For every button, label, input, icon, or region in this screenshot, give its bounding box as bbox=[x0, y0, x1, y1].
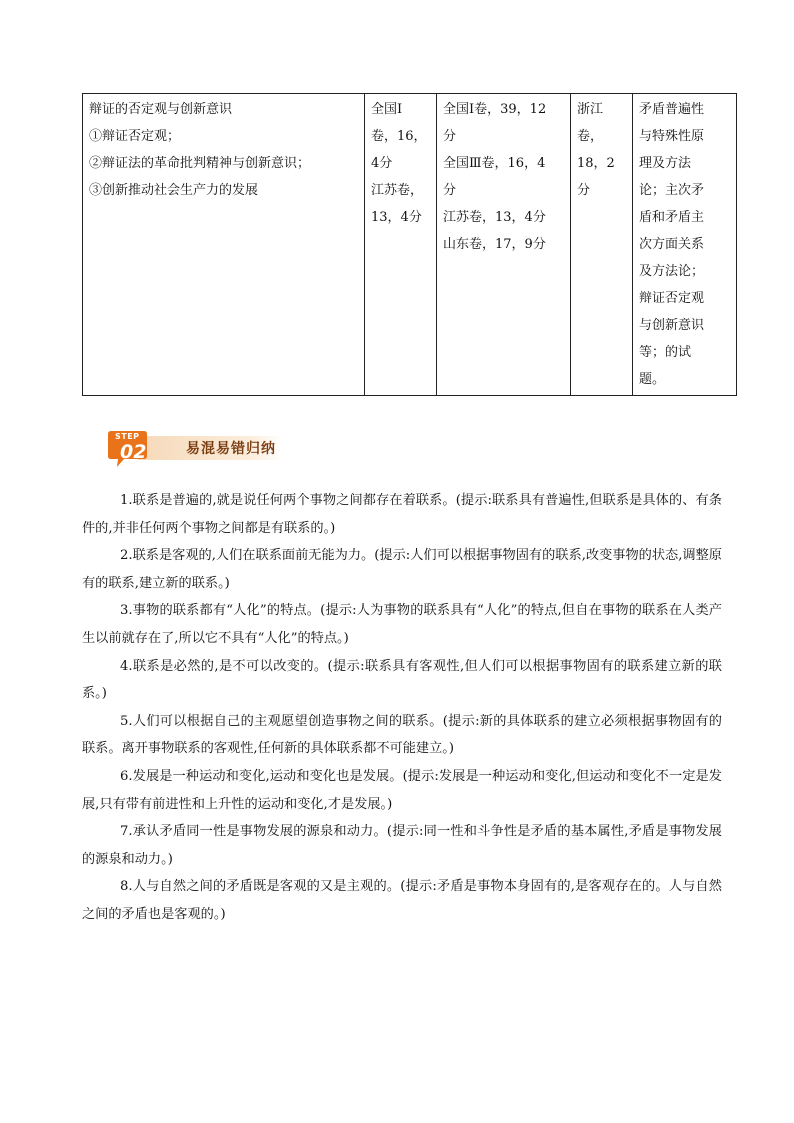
cell-line: 卷，16， bbox=[371, 129, 427, 144]
cell-line: 江苏卷， bbox=[371, 183, 424, 198]
cell-line: ③创新推动社会生产力的发展 bbox=[89, 183, 259, 198]
list-item: 6.发展是一种运动和变化,运动和变化也是发展。(提示:发展是一种运动和变化,但运动和变化不一定是发展,只有带有前进性和上升性的运动和变化,才是发展。) bbox=[82, 768, 722, 812]
cell-line: 分 bbox=[443, 183, 457, 198]
forecast-cell bbox=[633, 94, 737, 396]
step-number: 02 bbox=[120, 441, 147, 463]
cell-line: 全国Ⅰ卷，39，12 bbox=[443, 102, 547, 117]
cell-line: 与特殊性原 bbox=[639, 129, 705, 144]
list-item: 3.事物的联系都有“人化”的特点。(提示:人为事物的联系具有“人化”的特点,但自在事物的联系在人类产生以前就存在了,所以它不具有“人化”的特点。) bbox=[82, 603, 722, 646]
cell-line: 4分 bbox=[371, 156, 393, 171]
exam-2017-cell bbox=[437, 94, 571, 396]
cell-line: 分 bbox=[443, 129, 457, 144]
step-title: 易混易错归纳 bbox=[186, 441, 276, 457]
cell-line: 及方法论； bbox=[639, 264, 705, 279]
cell-line: 论；主次矛 bbox=[639, 183, 705, 198]
cell-line: ①辩证否定观； bbox=[89, 129, 181, 144]
step-label: STEP bbox=[115, 432, 140, 441]
cell-line: ②辩证法的革命批判精神与创新意识； bbox=[89, 156, 311, 171]
cell-line: 辩证否定观 bbox=[639, 291, 705, 306]
list-item: 7.承认矛盾同一性是事物发展的源泉和动力。(提示:同一性和斗争性是矛盾的基本属性,矛盾是事物发展的源泉和动力。) bbox=[82, 824, 722, 867]
exam-table bbox=[82, 93, 737, 396]
cell-line: 13，4分 bbox=[371, 210, 422, 225]
list-item: 1.联系是普遍的,就是说任何两个事物之间都存在着联系。(提示:联系具有普遍性,但联系是具体的、有条件的,并非任何两个事物之间都是有联系的。) bbox=[82, 493, 722, 536]
cell-line: 题。 bbox=[639, 372, 666, 387]
list-item: 8.人与自然之间的矛盾既是客观的又是主观的。(提示:矛盾是事物本身固有的,是客观存在的。人与自然之间的矛盾也是客观的。) bbox=[82, 879, 722, 922]
cell-line: 矛盾普遍性 bbox=[639, 102, 705, 117]
cell-line: 辩证的否定观与创新意识 bbox=[89, 102, 233, 117]
cell-line: 全国Ⅲ卷，16，4 bbox=[443, 156, 546, 171]
cell-line: 18，2 bbox=[577, 156, 615, 171]
cell-line: 卷， bbox=[577, 129, 604, 144]
cell-line: 等；的试 bbox=[639, 345, 692, 360]
step-title-bar bbox=[138, 436, 282, 460]
cell-line: 江苏卷，13，4分 bbox=[443, 210, 546, 225]
list-item: 5.人们可以根据自己的主观愿望创造事物之间的联系。(提示:新的具体联系的建立必须根据事物固有的联系。离开事物联系的客观性,任何新的具体联系都不可能建立。) bbox=[82, 713, 722, 757]
error-prone-list bbox=[82, 487, 722, 929]
cell-line: 与创新意识 bbox=[639, 318, 705, 333]
cell-line: 盾和矛盾主 bbox=[639, 210, 705, 225]
cell-line: 理及方法 bbox=[639, 156, 692, 171]
table-row bbox=[83, 94, 737, 396]
list-item: 4.联系是必然的,是不可以改变的。(提示:联系具有客观性,但人们可以根据事物固有的联系建立新的联系。) bbox=[82, 658, 722, 702]
exam-2016-cell bbox=[365, 94, 437, 396]
cell-line: 浙江 bbox=[577, 102, 604, 117]
cell-line: 山东卷，17，9分 bbox=[443, 237, 546, 252]
step-heading bbox=[108, 430, 278, 470]
cell-line: 分 bbox=[577, 183, 591, 198]
topic-cell bbox=[83, 94, 365, 396]
cell-line: 全国Ⅰ bbox=[371, 102, 403, 117]
list-item: 2.联系是客观的,人们在联系面前无能为力。(提示:人们可以根据事物固有的联系,改变事物的状态,调整原有的联系,建立新的联系。) bbox=[82, 548, 722, 591]
cell-line: 次方面关系 bbox=[639, 237, 705, 252]
exam-2018-cell bbox=[571, 94, 633, 396]
